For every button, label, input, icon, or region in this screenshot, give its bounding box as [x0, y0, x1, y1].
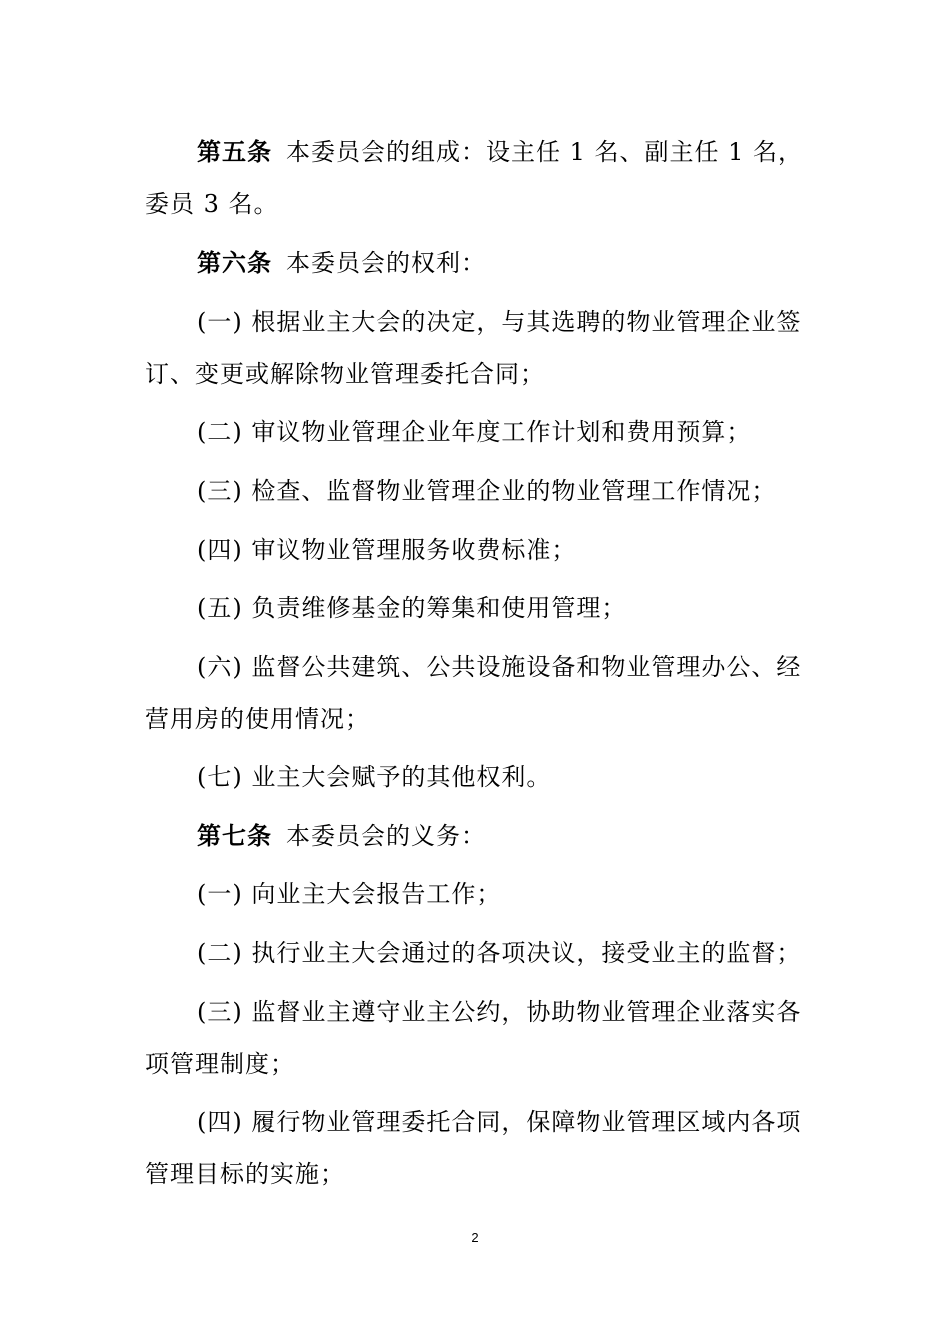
article-6-text: 本委员会的权利：	[286, 249, 486, 277]
article-7-text: 本委员会的义务：	[286, 822, 486, 850]
article-6-heading: 第六条	[197, 249, 272, 277]
article-6-item: (六) 监督公共建筑、公共设施设备和物业管理办公、经营用房的使用情况；	[145, 653, 802, 733]
article-5-heading: 第五条	[197, 138, 272, 166]
article-7-item: (二) 执行业主大会通过的各项决议，接受业主的监督；	[197, 939, 802, 967]
article-7-item: (一) 向业主大会报告工作；	[197, 880, 502, 908]
article-6	[145, 237, 805, 289]
article-6-item: (五) 负责维修基金的筹集和使用管理；	[197, 594, 627, 622]
article-6-item: (一) 根据业主大会的决定，与其选聘的物业管理企业签订、变更或解除物业管理委托合同；	[145, 308, 802, 388]
article-6-item: (四) 审议物业管理服务收费标准；	[197, 536, 577, 564]
article-7-item: (四) 履行物业管理委托合同，保障物业管理区域内各项管理目标的实施；	[145, 1108, 802, 1188]
article-6-item: (二) 审议物业管理企业年度工作计划和费用预算；	[197, 418, 752, 446]
article-6-item: (三) 检查、监督物业管理企业的物业管理工作情况；	[197, 477, 777, 505]
article-7	[145, 810, 805, 862]
article-6-item: (七) 业主大会赋予的其他权利。	[197, 763, 552, 791]
article-5-text: 本委员会的组成：设主任 1 名、副主任 1 名，委员 3 名。	[145, 138, 804, 218]
article-7-item: (三) 监督业主遵守业主公约，协助物业管理企业落实各项管理制度；	[145, 998, 802, 1078]
page-number: 2	[471, 1230, 479, 1245]
article-7-heading: 第七条	[197, 822, 272, 850]
article-5	[145, 126, 805, 230]
